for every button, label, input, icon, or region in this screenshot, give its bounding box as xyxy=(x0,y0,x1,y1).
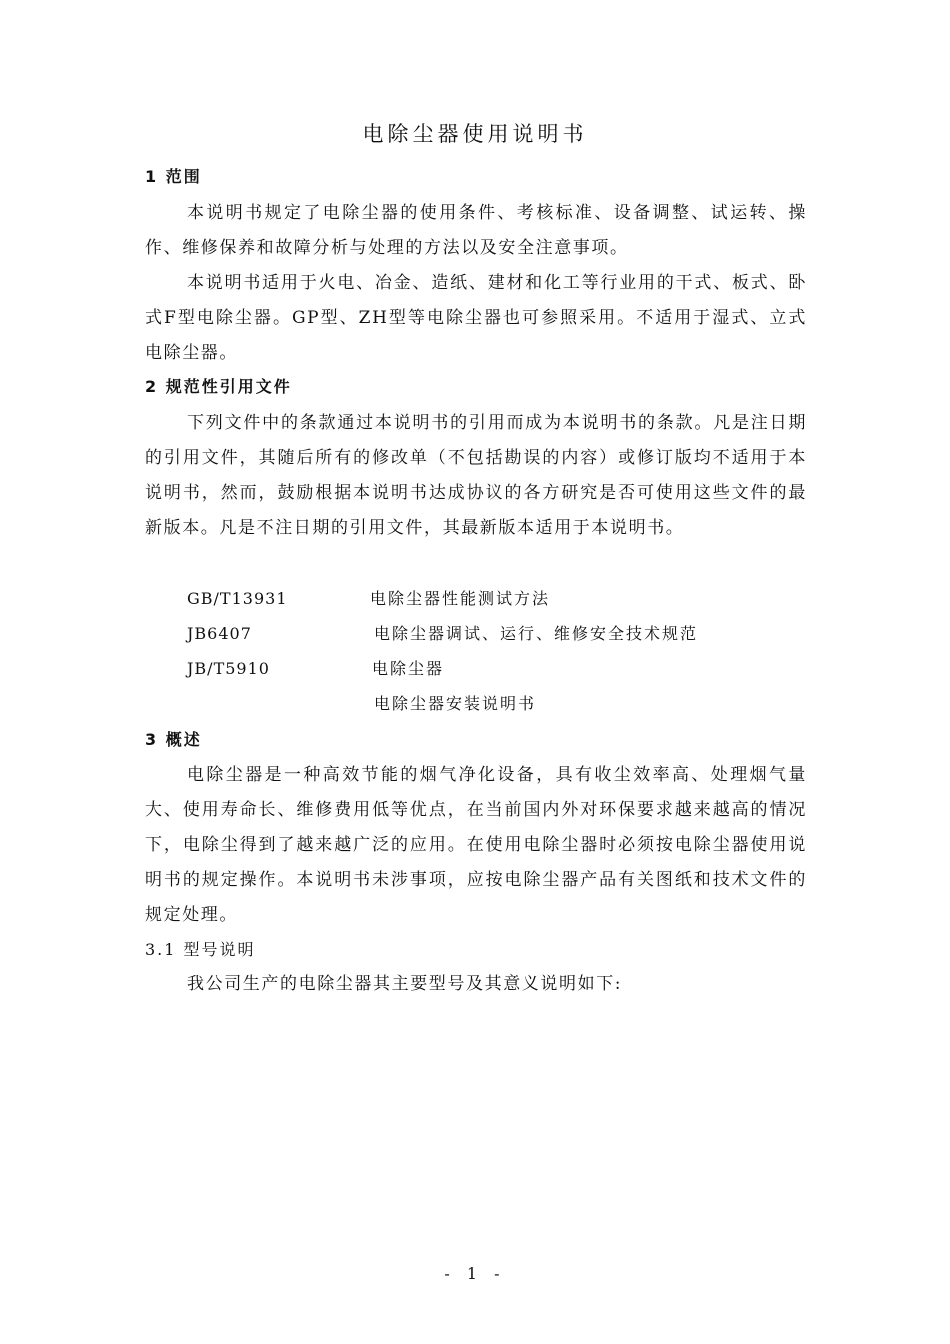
reference-name: 电除尘器调试、运行、维修安全技术规范 xyxy=(374,624,699,643)
reference-name: 电除尘器 xyxy=(372,659,445,678)
reference-name: 电除尘器性能测试方法 xyxy=(370,589,551,608)
section-heading-overview: 3 概述 xyxy=(145,730,202,749)
page-number: - 1 - xyxy=(444,1264,506,1283)
overview-paragraph: 电除尘器是一种高效节能的烟气净化设备，具有收尘效率高、处理烟气量大、使用寿命长、维修费用低等优点，在当前国内外对环保要求越来越高的情况下，电除尘得到了越来越广泛的应用。在使用电除尘器时必须按电除尘器使用说明书的规定操作。本说明书未涉事项，应按电除尘器产品有关图纸和技术文件的规定处理。 xyxy=(145,765,807,925)
section-heading-scope: 1 范围 xyxy=(145,167,202,186)
reference-name: 电除尘器安装说明书 xyxy=(374,694,537,713)
references-paragraph: 下列文件中的条款通过本说明书的引用而成为本说明书的条款。凡是注日期的引用文件，其随后所有的修改单（不包括勘误的内容）或修订版均不适用于本说明书，然而，鼓励根据本说明书达成协议的各方研究是否可使用这些文件的最新版本。凡是不注日期的引用文件，其最新版本适用于本说明书。 xyxy=(145,413,807,538)
scope-paragraph-2: 本说明书适用于火电、冶金、造纸、建材和化工等行业用的干式、板式、卧式F型电除尘器。GP型、ZH型等电除尘器也可参照采用。不适用于湿式、立式电除尘器。 xyxy=(145,273,807,363)
scope-paragraph-1: 本说明书规定了电除尘器的使用条件、考核标准、设备调整、试运转、操作、维修保养和故障分析与处理的方法以及安全注意事项。 xyxy=(145,203,807,258)
section-heading-references: 2 规范性引用文件 xyxy=(145,377,292,396)
document-title: 电除尘器使用说明书 xyxy=(362,122,588,146)
model-paragraph: 我公司生产的电除尘器其主要型号及其意义说明如下: xyxy=(187,974,623,994)
reference-code: JB/T5910 xyxy=(187,659,270,678)
subsection-heading-model: 3.1 型号说明 xyxy=(145,940,256,959)
reference-code: JB6407 xyxy=(187,624,252,643)
reference-code: GB/T13931 xyxy=(187,589,288,608)
